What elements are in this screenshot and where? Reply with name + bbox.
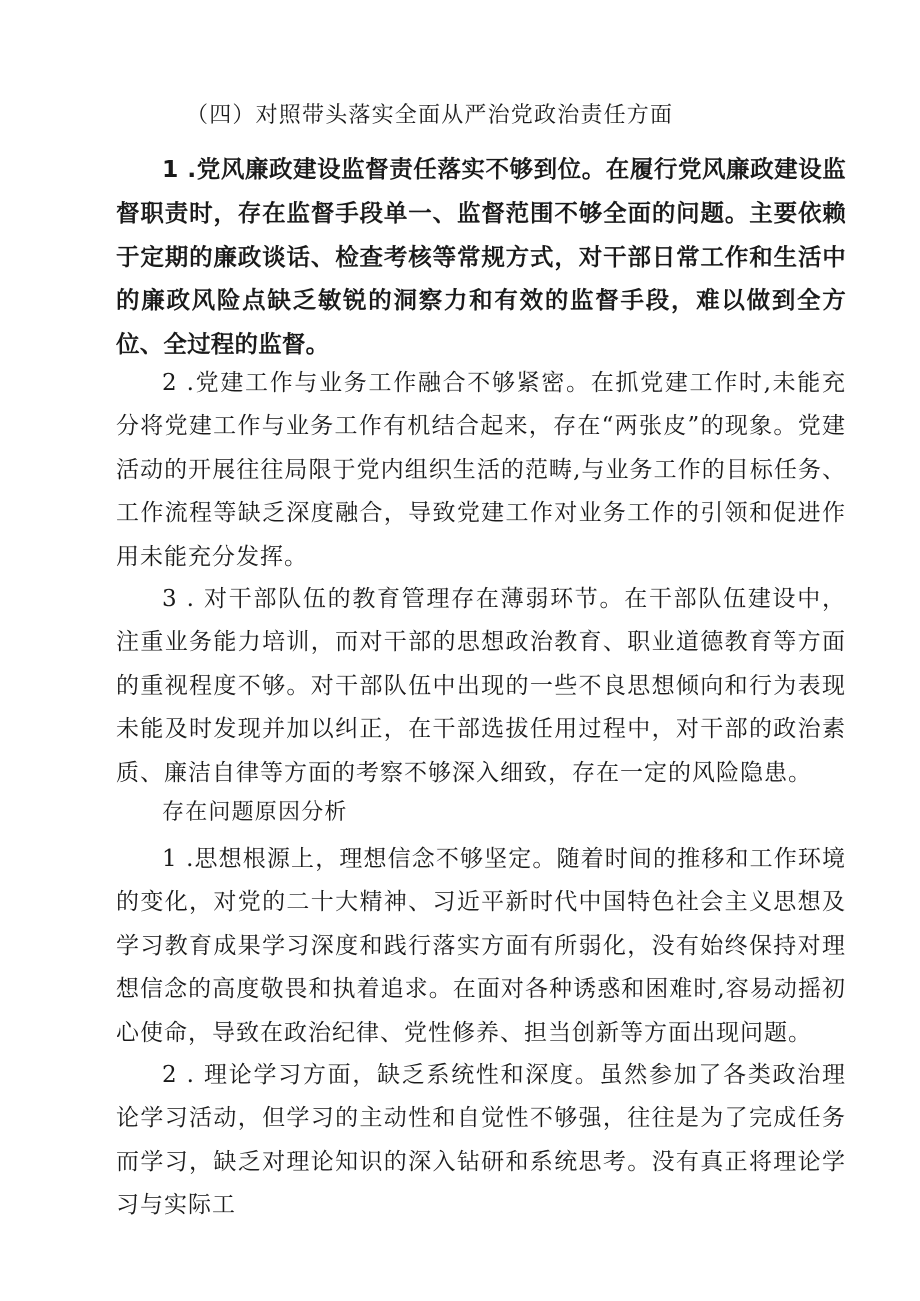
cause-paragraph-1: 1 .思想根源上，理想信念不够坚定。随着时间的推移和工作环境的变化，对党的二十大精神、习近平新时代中国特色社会主义思想及学习教育成果学习深度和践行落实方面有所弱化，没有始终保持对理想信念的高度敬畏和执着追求。在面对各种诱惑和困难时,容易动摇初心使命，导致在政治纪律、党性修养、担当创新等方面出现问题。 [116, 846, 846, 1046]
problem-paragraph-1: 1 .党风廉政建设监督责任落实不够到位。在履行党风廉政建设监督职责时，存在监督手段单一、监督范围不够全面的问题。主要依赖于定期的廉政谈话、检查考核等常规方式，对干部日常工作和生活中的廉政风险点缺乏敏锐的洞察力和有效的监督手段，难以做到全方位、全过程的监督。 [116, 155, 846, 359]
cause-paragraph-2: 2 . 理论学习方面，缺乏系统性和深度。虽然参加了各类政治理论学习活动，但学习的主动性和自觉性不够强，往往是为了完成任务而学习，缺乏对理论知识的深入钻研和系统思考。没有真正将理论学习与实际工 [116, 1062, 846, 1219]
problem-paragraph-3: 3 . 对干部队伍的教育管理存在薄弱环节。在干部队伍建设中，注重业务能力培训，而对干部的思想政治教育、职业道德教育等方面的重视程度不够。对干部队伍中出现的一些不良思想倾向和行为表现未能及时发现并加以纠正，在干部选拔任用过程中，对干部的政治素质、廉洁自律等方面的考察不够深入细致，存在一定的风险隐患。 [116, 586, 846, 786]
analysis-heading: 存在问题原因分析 [162, 800, 348, 825]
problem-paragraph-2: 2 .党建工作与业务工作融合不够紧密。在抓党建工作时,未能充分将党建工作与业务工作有机结合起来，存在“两张皮”的现象。党建活动的开展往往局限于党内组织生活的范畴,与业务工作的目标任务、工作流程等缺乏深度融合，导致党建工作对业务工作的引领和促进作用未能充分发挥。 [116, 370, 846, 570]
section-heading: （四）对照带头落实全面从严治党政治责任方面 [186, 103, 674, 128]
